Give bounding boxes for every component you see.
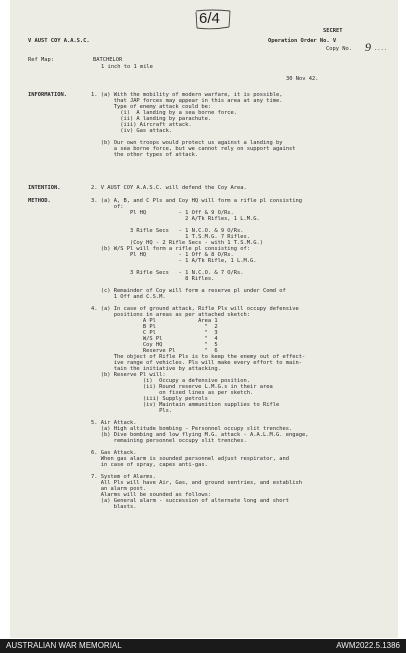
document-date: 30 Nov 42. (286, 76, 319, 82)
text-line: ive range of vehicles. Pls will make every effort to main- (91, 360, 302, 366)
copy-no-label: Copy No. (326, 46, 352, 52)
text-line: (iii) Aircraft attack. (91, 122, 192, 128)
text-line: (c) Remainder of Coy will form a reserve pl under Comd of (91, 288, 286, 294)
text-line: positions in areas as per attached sketch: (91, 312, 251, 318)
text-line: (b) Reserve Pl will: (91, 372, 166, 378)
text-line: 1. (a) With the mobility of modern warfare, it is possible, (91, 92, 283, 98)
text-line: (i) A landing by a sea borne force. (91, 110, 238, 116)
text-line: 3. (a) A, B, and C Pls and Coy HQ will form a rifle pl consisting (91, 198, 302, 204)
text-line: C Pl " 3 (91, 330, 218, 336)
unit-name: V AUST COY A.A.S.C. (28, 38, 90, 44)
text-line: Reserve Pl " 6 (91, 348, 218, 354)
information-heading: INFORMATION. (28, 92, 67, 98)
text-line: that JAP forces may appear in this area at any time. (91, 98, 283, 104)
text-line: remaining personnel occupy slit trenches. (91, 438, 247, 444)
copy-no-dots: .... (374, 46, 387, 52)
text-line: - 1 A/Tk Rifle, 1 L.M.G. (91, 258, 257, 264)
text-line: (ii) A landing by parachute. (91, 116, 212, 122)
archive-footer (0, 639, 406, 653)
text-line: 7. System of Alarms. (91, 474, 156, 480)
method-heading: METHOD. (28, 198, 51, 204)
secret-marking: SECRET (323, 28, 343, 34)
text-line: 8 Rifles. (91, 276, 215, 282)
text-line: The object of Rifle Pls is to keep the enemy out of effect- (91, 354, 306, 360)
text-line: a sea borne force, but we cannot rely on support against (91, 146, 296, 152)
text-line: W/S Pl " 4 (91, 336, 218, 342)
text-line: the other types of attack. (91, 152, 199, 158)
text-line: of: (91, 204, 124, 210)
text-line: an alarm post. (91, 486, 147, 492)
page-number-handwritten: 6/4 (199, 10, 220, 27)
text-line: 1 Off and C.S.M. (91, 294, 166, 300)
text-line: Pl HQ - 1 Off & 8 O/Rs. (91, 252, 234, 258)
text-line: (iv) Maintain ammunition supplies to Rifle (91, 402, 280, 408)
ref-map-label: Ref Map: (28, 57, 54, 63)
text-line: 3 Rifle Secs - 1 N.C.O. & 9 O/Rs. (91, 228, 244, 234)
text-line: A Pl Area 1 (91, 318, 218, 324)
information-text (91, 92, 295, 158)
text-line: Alarms will be sounded as follows: (91, 492, 212, 498)
text-line: When gas alarm is sounded personnel adjust respirator, and (91, 456, 289, 462)
text-line: (iii) Supply petrols (91, 396, 208, 402)
text-line: 1 T.S.M.G. 7 Rifles. (91, 234, 251, 240)
text-line: (Coy HQ - 2 Rifle Secs - with 1 T.S.M.G.) (91, 240, 264, 246)
text-line: 2 A/Tk Rifles, 1 L.M.G. (91, 216, 260, 222)
text-line: on fixed lines as per sketch. (91, 390, 254, 396)
footer-accession-number: AWM2022.5.1386 (336, 641, 400, 650)
intention-text: 2. V AUST COY A.A.S.C. will defend the Coy Area. (91, 185, 247, 191)
ref-map-name: BATCHELOR (93, 57, 123, 63)
text-line: Pls. (91, 408, 173, 414)
text-line: Coy HQ " 5 (91, 342, 218, 348)
ref-map-scale: 1 inch to 1 mile (101, 64, 153, 70)
text-line: (a) High altitude bombing - Personnel occupy slit trenches. (91, 426, 293, 432)
intention-heading: INTENTION. (28, 185, 61, 191)
document-page (10, 0, 398, 638)
text-line: (b) Dive bombing and low flying M.G. attack - A.A.L.M.G. engage, (91, 432, 309, 438)
text-line: (b) W/S Pl will form a rifle pl consisting of: (91, 246, 251, 252)
text-line: tain the initiative by attacking. (91, 366, 221, 372)
text-line: (b) Our own troops would protect us against a landing by (91, 140, 283, 146)
footer-institution: AUSTRALIAN WAR MEMORIAL (6, 641, 122, 650)
text-line: 4. (a) In case of ground attack, Rifle Pls will occupy defensive (91, 306, 299, 312)
text-line: B Pl " 2 (91, 324, 218, 330)
text-line: All Pls will have Air, Gas, and ground sentries, and establish (91, 480, 302, 486)
text-line: blasts. (91, 504, 137, 510)
method-text (91, 198, 308, 510)
text-line: 5. Air Attack. (91, 420, 137, 426)
text-line: in case of spray, capes anti-gas. (91, 462, 208, 468)
text-line: (iv) Gas attack. (91, 128, 173, 134)
text-line: Type of enemy attack could be: (91, 104, 212, 110)
copy-no-handwritten: 9 (365, 40, 371, 54)
text-line: 6. Gas Attack. (91, 450, 137, 456)
text-line: (ii) Round reserve L.M.G.s in their area (91, 384, 273, 390)
text-line: (i) Occupy a defensive position. (91, 378, 251, 384)
text-line: 3 Rifle Secs - 1 N.C.O. & 7 O/Rs. (91, 270, 244, 276)
text-line: (a) General alarm - succession of alternate long and short (91, 498, 289, 504)
operation-order-number: Operation Order No. V (268, 38, 337, 44)
text-line: Pl HQ - 1 Off & 9 O/Rs. (91, 210, 234, 216)
